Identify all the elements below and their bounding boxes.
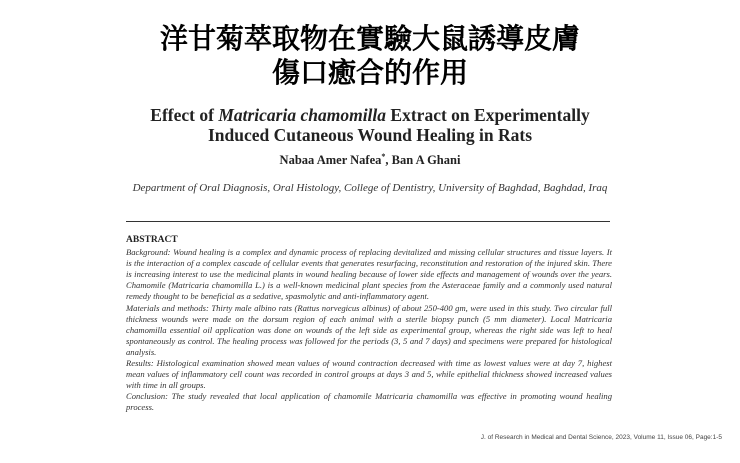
english-title <box>0 105 740 145</box>
abstract-methods: Materials and methods: Thirty male albino rats (Rattus norvegicus albinus) of about 250-400 gm, were used in this study. Two circular full thickness wounds were made on the dorsum region of each animal with a sterile biopsy punch (5 mm diameter). Local Matricaria chamomilla essential oil application was done on wounds of the left side as experimental group, whereas the right side was left to heal spontaneously as control. The healing process was followed for the periods (3, 5 and 7 days) and specimens were prepared for histological analysis. <box>126 302 612 357</box>
chinese-title-line-2: 傷口癒合的作用 <box>271 56 468 89</box>
abstract-heading: ABSTRACT <box>126 235 178 245</box>
abstract-results: Results: Histological examination showed mean values of wound contraction decreased with time as lowest values were at day 7, highest mean values of inflammatory cell count was recorded in control groups at days 3 and 5, while epithelial thickness showed increased values with time in all groups. <box>126 358 612 391</box>
english-title-prefix: Effect of <box>150 105 219 125</box>
chinese-title-line-1: 洋甘菊萃取物在實驗大鼠誘導皮膚 <box>159 22 580 55</box>
journal-citation: J. of Research in Medical and Dental Science, 2023, Volume 11, Issue 06, Page:1-5 <box>480 434 722 441</box>
abstract-background: Background: Wound healing is a complex and dynamic process of replacing devitalized and missing cellular structures and tissue layers. It is the interaction of a complex cascade of cellular events that generates resurfacing, reconstitution and restoration of the injured skin. There is increasing interest to use the medicinal plants in wound healing because of lower side effects and management of wounds over the years. Chamomile (Matricaria chamomilla L.) is a well-known medicinal plant species from the Asteraceae family and a commonly used natural remedy thought to be beneficial as a sedative, spasmolytic and anti-inflammatory agent. <box>126 247 612 302</box>
chinese-title <box>0 22 740 90</box>
abstract-section <box>126 235 612 414</box>
abstract-conclusion: Conclusion: The study revealed that local application of chamomile Matricaria chamomilla was effective in promoting wound healing process. <box>126 391 612 413</box>
author-list <box>0 152 740 168</box>
affiliation: Department of Oral Diagnosis, Oral Histology, College of Dentistry, University of Baghdad, Baghdad, Iraq <box>132 182 608 194</box>
author-first: Nabaa Amer Nafea <box>279 153 382 168</box>
english-title-species: Matricaria chamomilla <box>218 105 387 125</box>
author-rest: , Ban A Ghani <box>385 153 461 168</box>
english-title-suffix: Extract on Experimentally <box>386 105 590 125</box>
corresponding-author-mark: * <box>381 152 386 161</box>
divider-rule <box>126 221 610 222</box>
english-title-line-1 <box>0 105 740 125</box>
english-title-line-2: Induced Cutaneous Wound Healing in Rats <box>207 125 532 145</box>
